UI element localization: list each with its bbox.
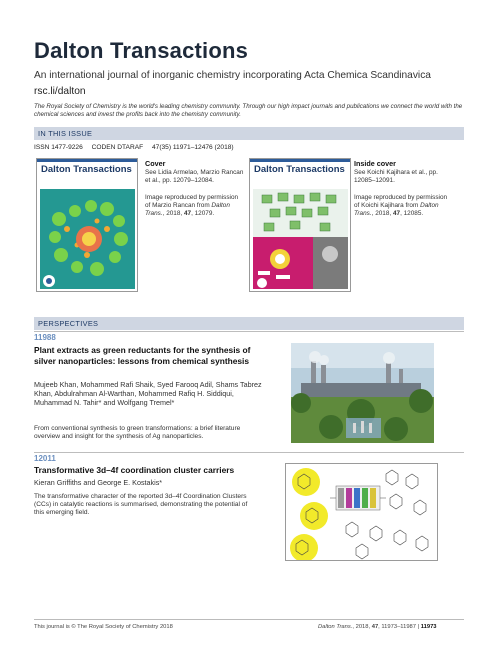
coden: CODEN DTARAF: [91, 144, 144, 151]
coordination-cluster-scheme: [286, 464, 438, 561]
footer-copyright: This journal is © The Royal Society of Chemistry 2018: [34, 624, 173, 630]
section-bar-perspectives: PERSPECTIVES: [34, 317, 464, 330]
cover-journal-name: Dalton Transactions: [41, 164, 132, 175]
front-cover-image[interactable]: [36, 158, 138, 292]
article-page-number[interactable]: 12011: [34, 454, 56, 463]
footer-rule: [34, 619, 464, 620]
issn-line: [34, 144, 241, 151]
section-bar-in-this-issue: IN THIS ISSUE: [34, 127, 464, 140]
article-abstract: The transformative character of the reported 3d–4f Coordination Clusters (CCs) in catalytic reactions is summarised, demonstrating the potential of this emerging field.: [34, 493, 248, 517]
front-cover-credit: Image reproduced by permission of Marzio Rancan from Dalton Trans., 2018, 47, 12079.: [145, 193, 239, 218]
article-abstract: From conventional synthesis to green transformations: a brief literature overview and insight for the synthesis of Ag nanoparticles.: [34, 425, 241, 441]
article-title[interactable]: Plant extracts as green reductants for the synthesis of silver nanoparticles: lessons from chemical synthesis: [34, 345, 251, 366]
front-cover-heading: Cover: [145, 159, 166, 168]
article-graphic-factory: [291, 343, 434, 443]
issn: ISSN 1477-9226: [34, 144, 83, 151]
article-graphic-clusters: [285, 463, 438, 561]
journal-title: Dalton Transactions: [34, 38, 249, 63]
inside-cover-heading: Inside cover: [354, 159, 396, 168]
journal-subtitle: An international journal of inorganic chemistry incorporating Acta Chemica Scandinavica: [34, 70, 431, 81]
page-number: 11973: [420, 624, 437, 630]
inside-cover-see: See Koichi Kajihara et al., pp. 12085–12091.: [354, 169, 438, 185]
volume-pages: 47(35) 11971–12476 (2018): [151, 144, 234, 151]
inside-cover-credit: Image reproduced by permission of Koichi Kajihara from Dalton Trans., 2018, 47, 12085.: [354, 193, 448, 218]
inside-cover-caption: [354, 160, 454, 218]
inside-cover-artwork: [250, 159, 351, 292]
footer-citation: Dalton Trans., 2018, 47, 11973–11987 | 11973: [318, 624, 437, 630]
cover-journal-name: Dalton Transactions: [254, 164, 345, 175]
journal-url[interactable]: rsc.li/dalton: [34, 86, 86, 97]
article-divider: [34, 452, 464, 453]
front-cover-see: See Lidia Armelao, Marzio Rancan et al., pp. 12079–12084.: [145, 169, 244, 185]
article-divider: [34, 331, 464, 332]
article-authors: Mujeeb Khan, Mohammed Rafi Shaik, Syed Farooq Adil, Shams Tabrez Khan, Abdulrahman Al-Warthan, Mohammed Rafiq H. Siddiqui, Muhammad N. Tahir* and Wolfgang Tremel*: [34, 380, 262, 408]
front-cover-caption: [145, 160, 245, 218]
article-page-number[interactable]: 11988: [34, 333, 56, 342]
inside-cover-image[interactable]: [249, 158, 351, 292]
article-title[interactable]: Transformative 3d–4f coordination cluster carriers: [34, 465, 235, 475]
front-cover-artwork: [37, 159, 138, 292]
article-authors: Kieran Griffiths and George E. Kostakis*: [34, 478, 163, 487]
factory-landscape-image: [291, 343, 434, 443]
rsc-blurb: The Royal Society of Chemistry is the world's leading chemistry community. Through our high impact journals and publications we connect the world with the chemical sciences and invest the profits back into the chemistry community.: [34, 103, 463, 118]
